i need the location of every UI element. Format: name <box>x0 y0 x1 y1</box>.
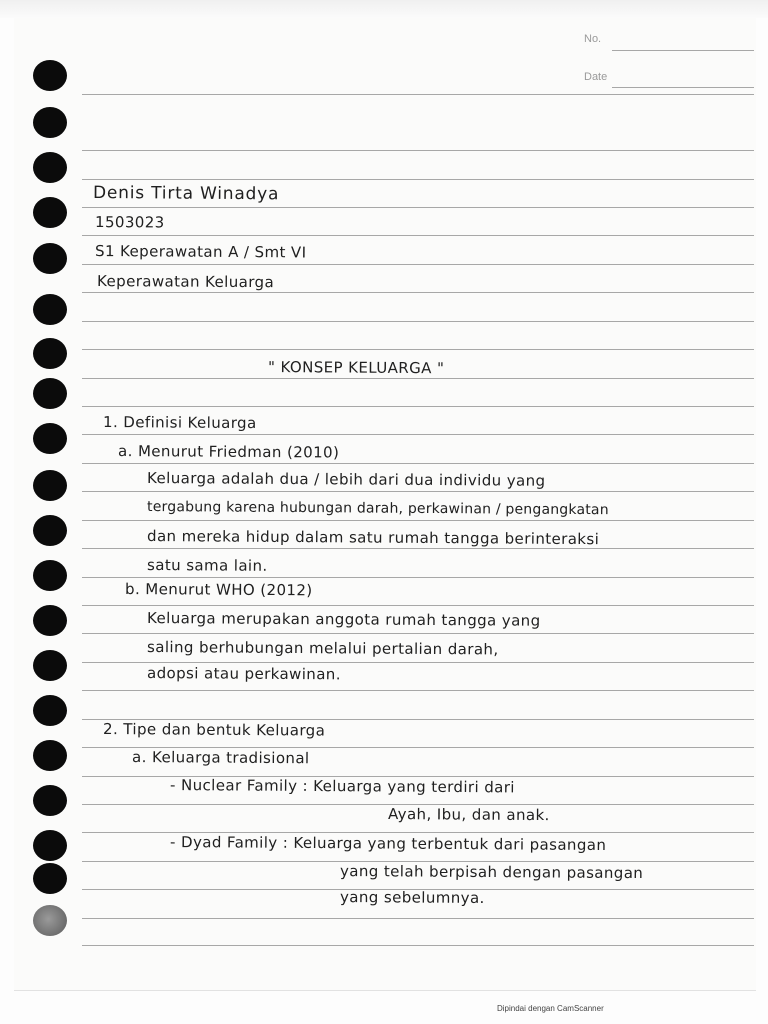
date-rule <box>612 87 754 88</box>
section1a-line: satu sama lain. <box>147 556 268 575</box>
section1a-line: Keluarga adalah dua / lebih dari dua individu yang <box>147 469 546 490</box>
ruled-line <box>82 235 754 236</box>
scanner-watermark: Dipindai dengan CamScanner <box>497 1004 604 1013</box>
ruled-line <box>82 520 754 521</box>
binder-hole <box>33 60 67 91</box>
no-rule <box>612 50 754 51</box>
ruled-line <box>82 292 754 293</box>
section2-item: - Dyad Family : Keluarga yang terbentuk dari pasangan <box>170 833 607 855</box>
binder-hole <box>33 515 67 546</box>
section1b-line: Keluarga merupakan anggota rumah tangga yang <box>147 609 541 630</box>
date-label: Date <box>584 71 608 83</box>
ruled-line <box>82 690 754 691</box>
ruled-line <box>82 349 754 350</box>
student-id: 1503023 <box>95 213 165 232</box>
binder-hole <box>33 107 67 138</box>
student-name: Denis Tirta Winadya <box>93 183 280 205</box>
binder-hole <box>33 378 67 409</box>
section1a-line: dan mereka hidup dalam satu rumah tangga berinteraksi <box>147 527 600 549</box>
ruled-line <box>82 662 754 663</box>
ruled-line <box>82 321 754 322</box>
section1b-line: saling berhubungan melalui pertalian darah, <box>147 638 499 659</box>
ruled-line <box>82 633 754 634</box>
section1a-line: tergabung karena hubungan darah, perkawinan / pengangkatan <box>147 499 609 519</box>
ruled-line <box>82 207 754 208</box>
section2-heading: 2. Tipe dan bentuk Keluarga <box>103 720 326 740</box>
binder-hole <box>33 905 67 936</box>
ruled-line <box>82 179 754 180</box>
ruled-line <box>82 918 754 919</box>
ruled-line <box>82 945 754 946</box>
ruled-line <box>82 406 754 407</box>
section2-item: yang sebelumnya. <box>340 888 485 908</box>
ruled-line <box>82 434 754 435</box>
ruled-line <box>82 94 754 95</box>
binder-hole <box>33 740 67 771</box>
section2-item: yang telah berpisah dengan pasangan <box>340 862 644 883</box>
binder-hole <box>33 243 67 274</box>
ruled-line <box>82 463 754 464</box>
ruled-line <box>82 491 754 492</box>
section2-item: Ayah, Ibu, dan anak. <box>388 805 550 825</box>
section1a-heading: a. Menurut Friedman (2010) <box>118 442 340 462</box>
section1-heading: 1. Definisi Keluarga <box>103 413 257 433</box>
page-title: " KONSEP KELUARGA " <box>268 358 445 378</box>
binder-hole <box>33 152 67 183</box>
student-class: S1 Keperawatan A / Smt VI <box>95 242 307 262</box>
binder-hole <box>33 830 67 861</box>
binder-hole <box>33 338 67 369</box>
binder-hole <box>33 423 67 454</box>
binder-hole <box>33 785 67 816</box>
binder-hole <box>33 695 67 726</box>
ruled-line <box>82 378 754 379</box>
section2a-heading: a. Keluarga tradisional <box>132 748 310 768</box>
binder-hole <box>33 560 67 591</box>
section1b-heading: b. Menurut WHO (2012) <box>125 580 313 600</box>
ruled-line <box>82 264 754 265</box>
scan-top-edge <box>0 0 768 18</box>
course-name: Keperawatan Keluarga <box>97 272 275 292</box>
section1b-line: adopsi atau perkawinan. <box>147 664 341 684</box>
section2-item: - Nuclear Family : Keluarga yang terdiri dari <box>170 776 515 797</box>
binder-hole <box>33 650 67 681</box>
ruled-line <box>82 577 754 578</box>
binder-hole <box>33 197 67 228</box>
ruled-line <box>82 548 754 549</box>
ruled-line <box>82 605 754 606</box>
binder-hole <box>33 470 67 501</box>
binder-hole <box>33 605 67 636</box>
binder-hole <box>33 294 67 325</box>
no-label: No. <box>584 33 602 45</box>
ruled-line <box>82 150 754 151</box>
binder-hole <box>33 863 67 894</box>
